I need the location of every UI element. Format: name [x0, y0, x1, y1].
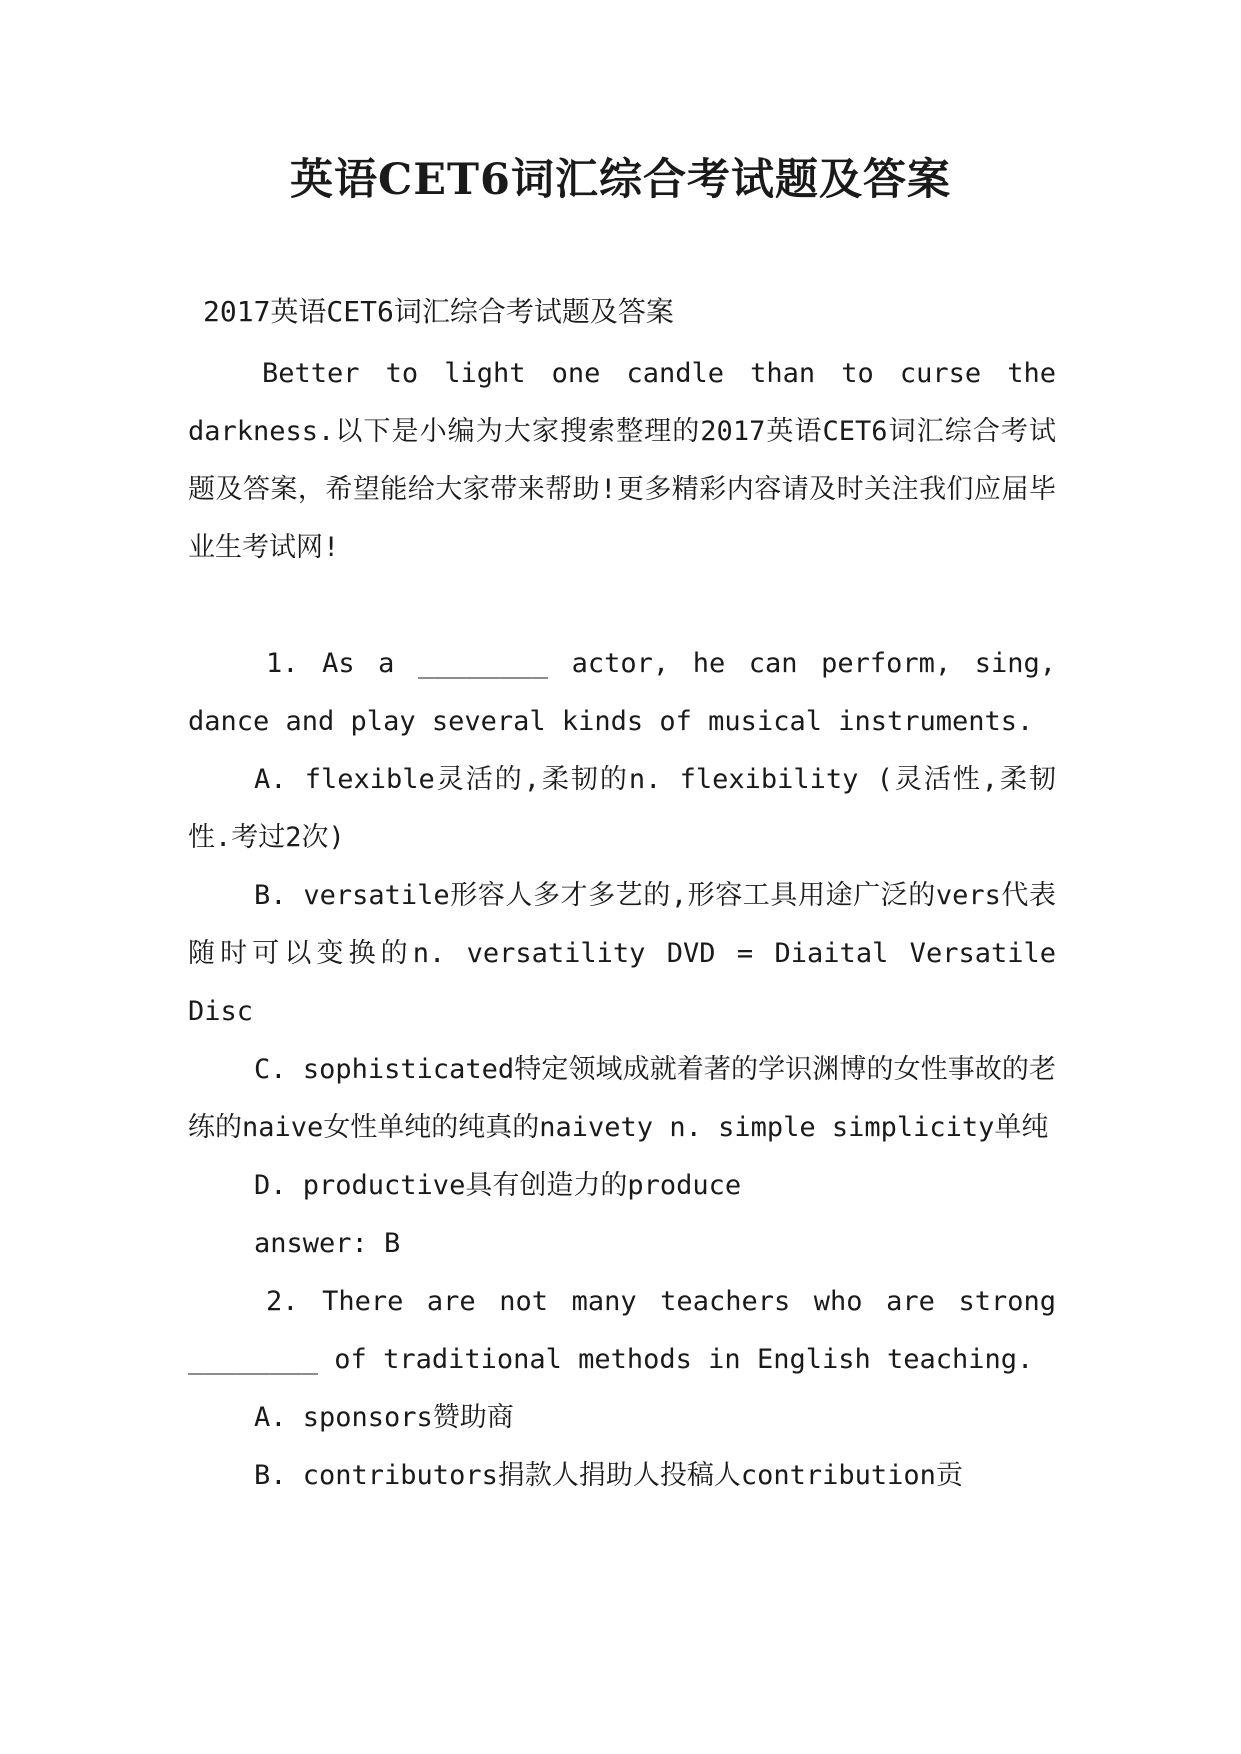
option-b: B. contributors捐款人捐助人投稿人contribution贡	[254, 1460, 963, 1491]
question-stem: 1. As a ________ actor, he can perform, sing, dance and play several kinds of musical instruments.	[188, 648, 1056, 737]
option-d: D. productive具有创造力的produce	[254, 1170, 742, 1201]
option-b: B. versatile形容人多才多艺的,形容工具用途广泛的vers代表随时可以变换的n. versatility DVD = Diaital Versatile Disc	[188, 880, 1056, 1027]
page-title: 英语CET6词汇综合考试题及答案	[290, 155, 951, 205]
document-subtitle: 2017英语CET6词汇综合考试题及答案	[203, 295, 674, 328]
answer-line: answer: B	[254, 1228, 401, 1259]
intro-paragraph: Better to light one candle than to curse the darkness.以下是小编为大家搜索整理的2017英语CET6词汇综合考试题及答案，希望能给大家带来帮助!更多精彩内容请及时关注我们应届毕业生考试网!	[188, 358, 1056, 563]
question-block	[188, 1273, 1056, 1505]
option-c: C. sophisticated特定领域成就着著的学识渊博的女性事故的老练的naive女性单纯的纯真的naivety n. simple simplicity单纯	[188, 1054, 1056, 1143]
question-stem: 2. There are not many teachers who are strong ________ of traditional methods in English teaching.	[188, 1286, 1056, 1375]
intro-section	[188, 345, 1056, 577]
option-a: A. sponsors赞助商	[254, 1402, 514, 1433]
questions-section	[188, 635, 1056, 1505]
option-a: A. flexible灵活的,柔韧的n. flexibility (灵活性,柔韧性.考过2次)	[188, 764, 1056, 853]
question-block	[188, 635, 1056, 1273]
